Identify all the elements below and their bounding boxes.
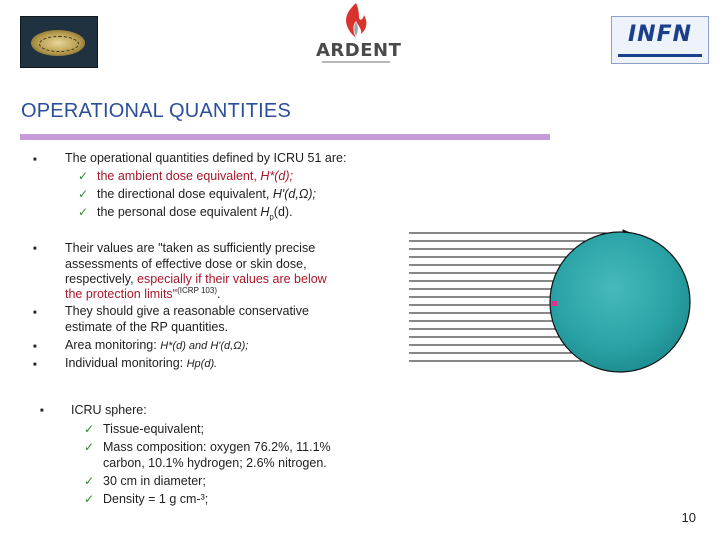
icru-sphere [550,232,690,372]
ardent-wordmark: ARDENT [316,40,402,61]
bullet-icon: ■ [33,310,37,316]
section3-item-diameter: 30 cm in diameter; [103,474,206,488]
check-icon: ✓ [84,422,95,436]
section3-title: ICRU sphere: [71,403,147,417]
section2-line4: the protection limits"$^{(ICRP 103)}$. [65,285,221,301]
section3-item-mass: Mass composition: oxygen 76.2%, 11.1% [103,440,331,454]
check-icon: ✓ [84,474,95,488]
infn-logo [611,16,709,64]
icru-sphere-diagram [405,222,695,392]
bullet-icon: ■ [40,408,44,414]
check-icon: ✓ [78,187,89,201]
check-icon: ✓ [84,440,95,454]
section2-line5: They should give a reasonable conservative [65,304,309,318]
bullet-icon: ■ [33,246,37,252]
section2-line3: respectively, especially if their values are below [65,272,327,286]
section1-item-ambient: the ambient dose equivalent, H*(d); [97,169,293,183]
seal-logo [20,16,98,68]
title-divider [20,134,550,140]
bullet-icon: ■ [33,362,37,368]
section1-item-directional: the directional dose equivalent, H'(d,Ω); [97,187,316,201]
slide-title: OPERATIONAL QUANTITIES [21,100,291,122]
ardent-logo [312,2,402,68]
section3-item-tissue: Tissue-equivalent; [103,422,204,436]
bullet-icon: ■ [33,157,37,163]
check-icon: ✓ [78,205,89,219]
individual-monitoring: Individual monitoring: Hp(d). [65,356,218,370]
check-icon: ✓ [78,169,89,183]
logo-tagline [322,61,390,63]
flame-logo-icon [342,2,370,40]
reference-point-marker [552,301,557,306]
bullet-icon: ■ [33,344,37,350]
page-number: 10 [681,510,696,525]
section2-line6: estimate of the RP quantities. [65,320,229,334]
check-icon: ✓ [84,492,95,506]
section1-intro: The operational quantities defined by ICRU 51 are: [65,151,347,165]
coin-emblem-icon [31,30,85,56]
infn-wordmark: INFN [627,22,693,47]
section3-item-mass-cont: carbon, 10.1% hydrogen; 2.6% nitrogen. [103,456,327,470]
section1-item-personal: the personal dose equivalent $H_p(d)$. [97,205,293,222]
section2-line2: assessments of effective dose or skin dose, [65,257,307,271]
section3-item-density: Density = 1 g cm-³; [103,492,209,506]
area-monitoring: Area monitoring: H*(d) and H'(d,Ω); [65,338,249,352]
section2-line1: Their values are "taken as sufficiently precise [65,241,316,255]
infn-underline [618,54,702,57]
